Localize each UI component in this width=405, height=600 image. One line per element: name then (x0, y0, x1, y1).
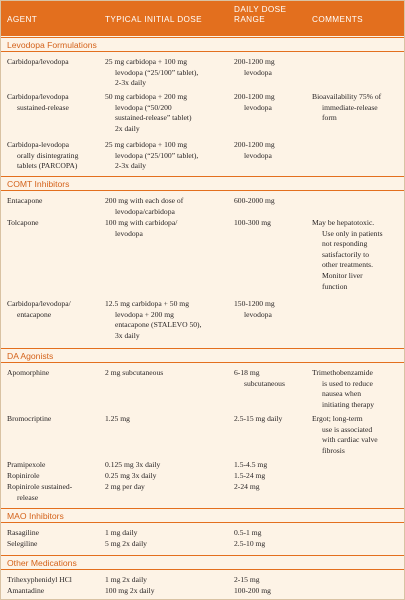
section-da-agonists (1, 348, 404, 363)
row-daily-range: 150-1200 mg levodopa (234, 299, 275, 319)
row-agent: Pramipexole (7, 460, 46, 469)
row-daily-range: 6-18 mg subcutaneous (234, 368, 285, 388)
row-agent: Selegiline (7, 539, 38, 548)
row-agent: Carbidopa/levodopa (7, 57, 69, 66)
row-daily-range: 600-2000 mg (234, 196, 275, 205)
header-daily-dose-range: DAILY DOSE RANGE (234, 5, 287, 24)
section-mao-inhibitors (1, 508, 404, 523)
row-initial-dose: 200 mg with each dose of levodopa/carbidopa (105, 196, 184, 216)
row-agent: Amantadine (7, 586, 45, 595)
row-initial-dose: 0.125 mg 3x daily (105, 460, 161, 469)
row-initial-dose: 2 mg per day (105, 482, 145, 491)
row-daily-range: 1.5-4.5 mg (234, 460, 268, 469)
row-comment: Trimethobenzamide is used to reduce nausea when initiating therapy (312, 368, 375, 409)
row-initial-dose: 100 mg 2x daily (105, 586, 155, 595)
row-initial-dose: 25 mg carbidopa + 100 mg levodopa (“25/100” tablet), 2-3x daily (105, 140, 199, 171)
row-daily-range: 0.5-1 mg (234, 528, 262, 537)
row-initial-dose: 1 mg daily (105, 528, 138, 537)
row-agent: Carbidopa/levodopa/ entacapone (7, 299, 71, 319)
row-agent: Tolcapone (7, 218, 39, 227)
section-levodopa-formulations (1, 37, 404, 52)
header-initial-dose: TYPICAL INITIAL DOSE (105, 15, 203, 24)
row-daily-range: 2-15 mg (234, 575, 260, 584)
section-comt-inhibitors (1, 176, 404, 191)
row-agent: Bromocriptine (7, 414, 52, 423)
table-header (1, 1, 404, 36)
row-agent: Ropinirole (7, 471, 40, 480)
row-daily-range: 200-1200 mg levodopa (234, 57, 275, 77)
row-initial-dose: 25 mg carbidopa + 100 mg levodopa (“25/100” tablet), 2-3x daily (105, 57, 199, 88)
section-title: Levodopa Formulations (7, 40, 97, 50)
row-agent: Trihexyphenidyl HCl (7, 575, 72, 584)
row-agent: Rasagiline (7, 528, 40, 537)
row-agent: Ropinirole sustained- release (7, 482, 73, 502)
header-comments: COMMENTS (312, 15, 363, 24)
row-comment: May be hepatotoxic. Use only in patients not responding satisfactorily to other treatments. Monitor liver function (312, 218, 383, 291)
row-agent: Carbidopa/levodopa sustained-release (7, 92, 69, 112)
row-initial-dose: 100 mg with carbidopa/ levodopa (105, 218, 178, 238)
row-agent: Apomorphine (7, 368, 50, 377)
row-initial-dose: 1.25 mg (105, 414, 130, 423)
row-daily-range: 200-1200 mg levodopa (234, 140, 275, 160)
section-title: DA Agonists (7, 351, 54, 361)
row-comment: Bioavailability 75% of immediate-release form (312, 92, 382, 123)
row-agent: Entacapone (7, 196, 43, 205)
row-initial-dose: 12.5 mg carbidopa + 50 mg levodopa + 200 mg entacapone (STALEVO 50), 3x daily (105, 299, 202, 340)
row-initial-dose: 2 mg subcutaneous (105, 368, 164, 377)
header-agent: AGENT (7, 15, 38, 24)
row-daily-range: 100-200 mg (234, 586, 271, 595)
row-agent: Carbidopa-levodopa orally disintegrating tablets (PARCOPA) (7, 140, 79, 171)
row-daily-range: 100-300 mg (234, 218, 271, 227)
row-daily-range: 2.5-10 mg (234, 539, 266, 548)
row-daily-range: 2-24 mg (234, 482, 260, 491)
row-comment: Ergot; long-term use is associated with cardiac valve fibrosis (312, 414, 378, 455)
row-initial-dose: 5 mg 2x daily (105, 539, 147, 548)
row-daily-range: 2.5-15 mg daily (234, 414, 283, 423)
row-daily-range: 1.5-24 mg (234, 471, 266, 480)
section-title: COMT Inhibitors (7, 179, 70, 189)
section-title: MAO Inhibitors (7, 511, 64, 521)
row-initial-dose: 0.25 mg 3x daily (105, 471, 157, 480)
section-other-medications (1, 555, 404, 570)
row-initial-dose: 50 mg carbidopa + 200 mg levodopa (“50/200 sustained-release” tablet) 2x daily (105, 92, 192, 133)
row-daily-range: 200-1200 mg levodopa (234, 92, 275, 112)
row-initial-dose: 1 mg 2x daily (105, 575, 147, 584)
section-title: Other Medications (7, 558, 77, 568)
